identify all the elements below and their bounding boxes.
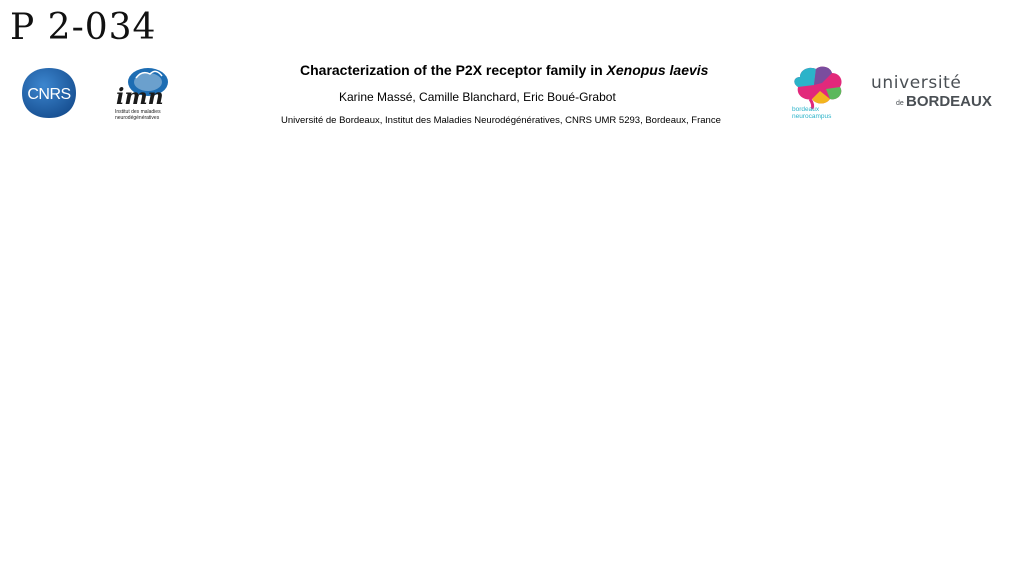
title-main: Characterization of the P2X receptor family in [300, 62, 607, 78]
imn-logo [110, 64, 176, 122]
cnrs-logo [20, 66, 78, 120]
neurocampus-line2: neurocampus [792, 113, 832, 120]
bordeaux-neurocampus-logo [786, 63, 848, 121]
affiliation: Université de Bordeaux, Institut des Maladies Neurodégénératives, CNRS UMR 5293, Bordeaux, France [281, 115, 721, 126]
title-species: Xenopus laevis [606, 62, 709, 78]
universite-bordeaux-logo [868, 72, 996, 112]
poster-title [300, 61, 740, 79]
ub-line1: université [871, 73, 962, 93]
imn-logo-text: imn [116, 84, 164, 110]
cnrs-logo-text: CNRS [27, 86, 71, 103]
ub-line2: BORDEAUX [906, 93, 992, 110]
authors: Karine Massé, Camille Blanchard, Eric Boué-Grabot [339, 90, 616, 104]
imn-subtext-2: neurodégénératives [115, 115, 160, 121]
poster-number: P 2-034 [10, 7, 157, 48]
ub-prefix: de [896, 100, 904, 107]
imn-subtext-1: Institut des maladies [115, 109, 161, 115]
neurocampus-line1: bordeaux [792, 106, 820, 113]
